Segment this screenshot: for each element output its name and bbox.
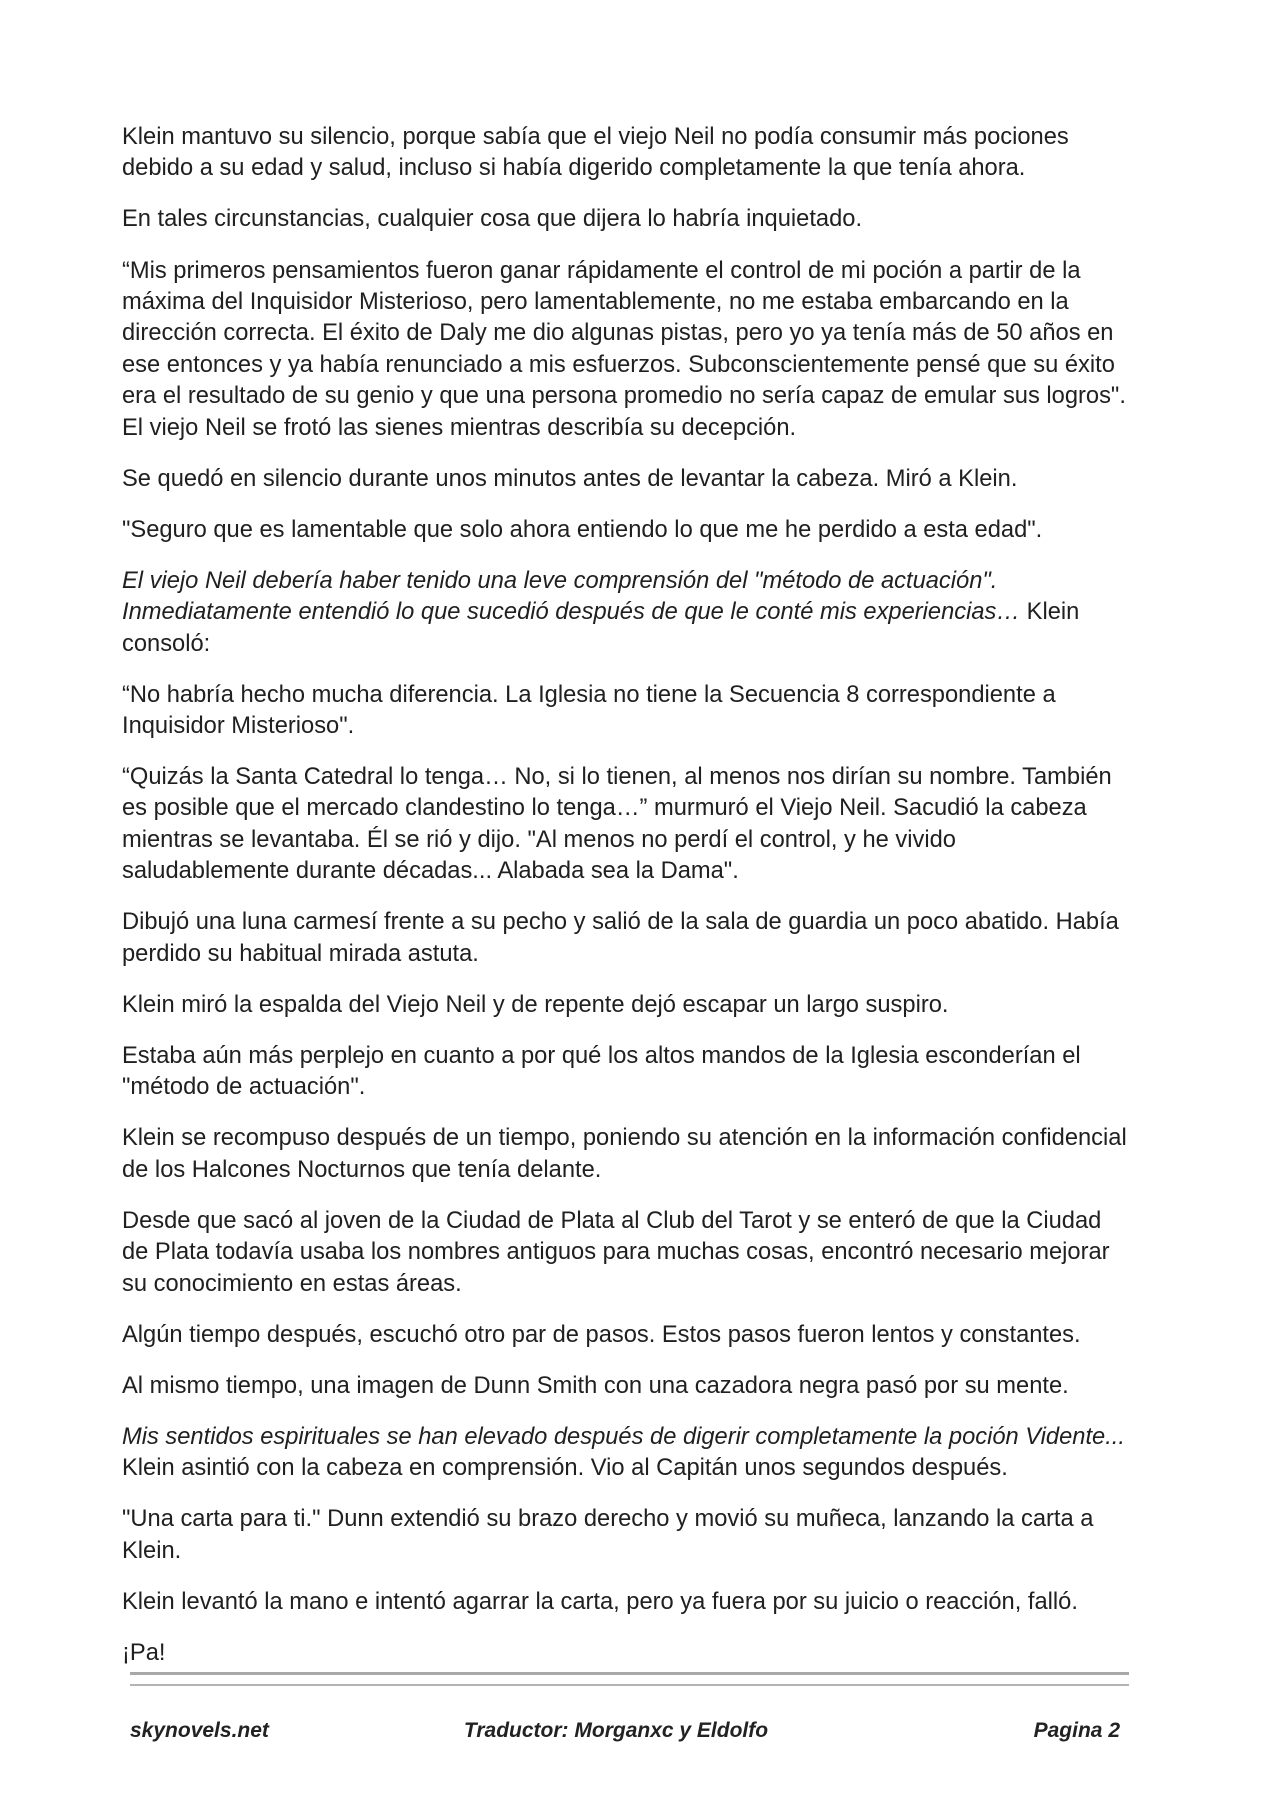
text-line: ¡Pa! xyxy=(122,1639,166,1666)
paragraph xyxy=(122,1041,1152,1104)
text-line: Klein miró la espalda del Viejo Neil y de repente dejó escapar un largo suspiro. xyxy=(122,991,949,1018)
paragraph xyxy=(122,1320,1152,1351)
paragraph xyxy=(122,464,1152,495)
text-line: Estaba aún más perplejo en cuanto a por qué los altos mandos de la Iglesia esconderían el xyxy=(122,1042,1081,1069)
text-line: "método de actuación". xyxy=(122,1074,366,1101)
paragraph xyxy=(122,566,1152,660)
footer-page-number: Pagina 2 xyxy=(1033,1719,1120,1742)
text-line: era el resultado de su genio y que una persona promedio no sería capaz de emular sus logros". xyxy=(122,383,1126,410)
text-line: de Plata todavía usaba los nombres antiguos para muchas cosas, encontró necesario mejorar xyxy=(122,1239,1110,1266)
text-line: En tales circunstancias, cualquier cosa que dijera lo habría inquietado. xyxy=(122,206,863,233)
document-body xyxy=(122,122,1152,1689)
paragraph xyxy=(122,680,1152,743)
text-line: ese entonces y ya había renunciado a mis esfuerzos. Subconscientemente pensé que su éxito xyxy=(122,351,1115,378)
paragraph xyxy=(122,762,1152,888)
text-line: saludablemente durante décadas... Alabada sea la Dama". xyxy=(122,858,739,885)
text-line: Klein mantuvo su silencio, porque sabía que el viejo Neil no podía consumir más pociones xyxy=(122,124,1069,150)
paragraph xyxy=(122,1371,1152,1402)
paragraph xyxy=(122,1123,1152,1186)
italic-text-segment: El viejo Neil debería haber tenido una leve comprensión del "método de actuación". xyxy=(122,567,998,594)
text-line: su conocimiento en estas áreas. xyxy=(122,1270,462,1297)
paragraph xyxy=(122,1587,1152,1618)
paragraph xyxy=(122,990,1152,1021)
text-line: dirección correcta. El éxito de Daly me dio algunas pistas, pero yo ya tenía más de 50 años en xyxy=(122,320,1114,347)
text-line: de los Halcones Nocturnos que tenía delante. xyxy=(122,1156,602,1183)
paragraph xyxy=(122,122,1152,185)
text-line: Desde que sacó al joven de la Ciudad de Plata al Club del Tarot y se enteró de que la Ciudad xyxy=(122,1207,1102,1234)
text-line: es posible que el mercado clandestino lo tenga…” murmuró el Viejo Neil. Sacudió la cabeza xyxy=(122,795,1087,822)
text-line: máxima del Inquisidor Misterioso, pero lamentablemente, no me estaba embarcando en la xyxy=(122,288,1069,315)
text-line: Al mismo tiempo, una imagen de Dunn Smith con una cazadora negra pasó por su mente. xyxy=(122,1372,1069,1399)
text-line: Algún tiempo después, escuchó otro par de pasos. Estos pasos fueron lentos y constantes. xyxy=(122,1321,1081,1348)
footer-site-name: skynovels.net xyxy=(130,1719,269,1742)
text-line: "Una carta para ti." Dunn extendió su brazo derecho y movió su muñeca, lanzando la carta a xyxy=(122,1506,1094,1533)
text-line: Klein se recompuso después de un tiempo, poniendo su atención en la información confidencial xyxy=(122,1125,1127,1152)
paragraph xyxy=(122,1206,1152,1300)
text-line xyxy=(122,566,1152,597)
paragraph xyxy=(122,256,1152,444)
text-line: El viejo Neil se frotó las sienes mientras describía su decepción. xyxy=(122,414,797,441)
text-line: Klein. xyxy=(122,1537,182,1564)
text-line: Dibujó una luna carmesí frente a su pecho y salió de la sala de guardia un poco abatido. Había xyxy=(122,909,1119,936)
text-line: “Mis primeros pensamientos fueron ganar rápidamente el control de mi poción a partir de la xyxy=(122,257,1081,284)
paragraph xyxy=(122,1504,1152,1567)
text-line xyxy=(122,1422,1152,1453)
text-line: Klein levantó la mano e intentó agarrar la carta, pero ya fuera por su juicio o reacción, falló. xyxy=(122,1588,1078,1615)
text-line: “Quizás la Santa Catedral lo tenga… No, si lo tienen, al menos nos dirían su nombre. También xyxy=(122,764,1112,791)
paragraph xyxy=(122,1638,1152,1669)
paragraph xyxy=(122,204,1152,235)
text-line: mientras se levantaba. Él se rió y dijo. "Al menos no perdí el control, y he vivido xyxy=(122,826,956,853)
text-line: debido a su edad y salud, incluso si había digerido completamente la que tenía ahora. xyxy=(122,155,1026,182)
text-line: Inquisidor Misterioso". xyxy=(122,712,355,739)
paragraph xyxy=(122,515,1152,546)
text-line: Klein asintió con la cabeza en comprensión. Vio al Capitán unos segundos después. xyxy=(122,1455,1008,1482)
text-line: perdido su habitual mirada astuta. xyxy=(122,940,479,967)
paragraph xyxy=(122,907,1152,970)
italic-text-segment: Mis sentidos espirituales se han elevado después de digerir completamente la poción Vidente... xyxy=(122,1423,1125,1450)
text-line: "Seguro que es lamentable que solo ahora entiendo lo que me he perdido a esta edad". xyxy=(122,516,1043,543)
text-line: Se quedó en silencio durante unos minutos antes de levantar la cabeza. Miró a Klein. xyxy=(122,465,1018,492)
text-line: consoló: xyxy=(122,630,211,657)
text-line: “No habría hecho mucha diferencia. La Iglesia no tiene la Secuencia 8 correspondiente a xyxy=(122,681,1056,708)
footer-divider-top xyxy=(130,1672,1129,1675)
footer-translator-credit: Traductor: Morganxc y Eldolfo xyxy=(463,1719,769,1742)
footer-divider-bottom xyxy=(130,1684,1129,1686)
italic-text-segment: Inmediatamente entendió lo que sucedió después de que le conté mis experiencias… xyxy=(122,599,1021,626)
text-segment: Klein xyxy=(1020,599,1080,626)
paragraph xyxy=(122,1422,1152,1485)
text-line xyxy=(122,597,1152,628)
